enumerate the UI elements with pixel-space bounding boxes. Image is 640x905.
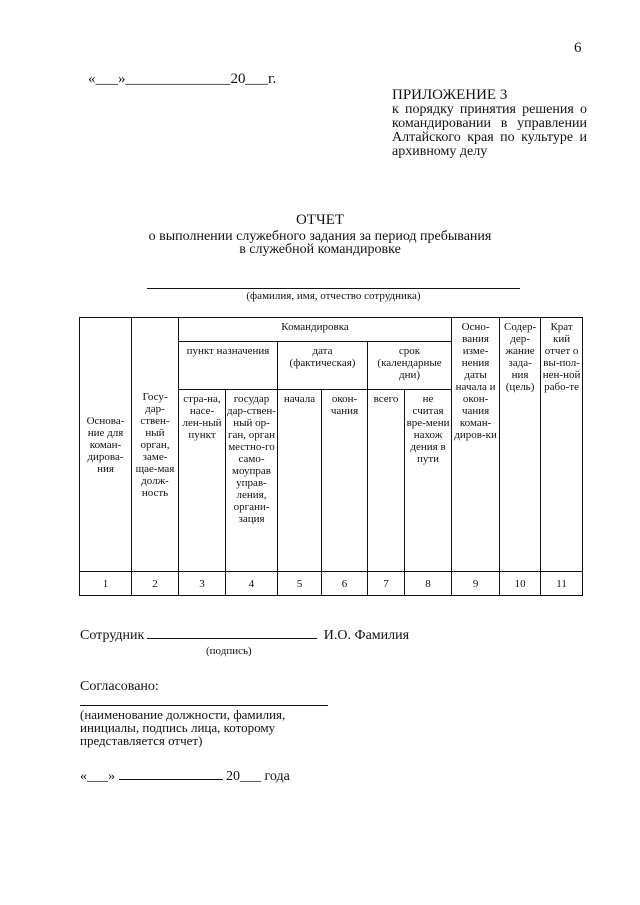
report-subtitle-line1: о выполнении служебного задания за период пребывания	[148, 229, 492, 244]
header-date-end: окон-чания	[322, 390, 368, 572]
report-title: ОТЧЕТ	[295, 212, 345, 228]
header-term-total: всего	[368, 390, 405, 572]
employee-name-caption: (фамилия, имя, отчество сотрудника)	[246, 290, 421, 302]
report-subtitle-line2: в служебной командировке	[239, 242, 401, 257]
column-number: 2	[132, 572, 179, 596]
column-number: 7	[368, 572, 405, 596]
header-date-start: начала	[278, 390, 322, 572]
header-term-excl-travel: не считая вре-мени нахож дения в пути	[405, 390, 452, 572]
column-number: 4	[226, 572, 278, 596]
appendix-block	[392, 87, 587, 159]
employee-label: Сотрудник	[80, 628, 145, 643]
header-organ: государ дар-ствен-ный ор-ган, орган местно-го само-моуправ управ-ления, органи-зация	[226, 390, 278, 572]
appendix-text: к порядку принятия решения о командировании в управлении Алтайского края по культуре и архивному делу	[392, 102, 587, 159]
column-number: 1	[80, 572, 132, 596]
agreed-caption: (наименование должности, фамилия, инициалы, подпись лица, которому представляется отчет)	[80, 707, 286, 748]
date-line: «___»______________20___г.	[88, 71, 277, 87]
bottom-date-month-line	[119, 767, 223, 780]
header-term: срок (календарные дни)	[368, 342, 452, 390]
agreed-line	[80, 705, 328, 706]
signature-caption: (подпись)	[206, 645, 252, 657]
employee-name: И.О. Фамилия	[323, 628, 410, 643]
bottom-date-day: «___»	[80, 769, 115, 784]
header-task: Содер-дер-жание зада-ния (цель)	[500, 318, 541, 572]
header-country: стра-на, насе-лен-ный пункт	[179, 390, 226, 572]
employee-name-line	[147, 288, 520, 289]
bottom-date-year: 20___ года	[226, 769, 290, 784]
column-number: 9	[452, 572, 500, 596]
header-position: Госу-дар-ствен-ный орган, заме-щае-мая долж-ность	[132, 318, 179, 572]
header-destination: пункт назначения	[179, 342, 278, 390]
column-number-row	[80, 572, 583, 596]
signature-row	[80, 626, 409, 644]
column-number: 11	[541, 572, 583, 596]
column-number: 10	[500, 572, 541, 596]
column-number: 3	[179, 572, 226, 596]
appendix-title: ПРИЛОЖЕНИЕ 3	[392, 87, 508, 103]
header-change-reason: Осно-вания изме-нения даты начала и окон-чания коман-диров-ки	[452, 318, 500, 572]
header-basis: Основа-ние для коман-дирова-ния	[80, 318, 132, 572]
column-number: 6	[322, 572, 368, 596]
column-number: 5	[278, 572, 322, 596]
signature-line	[147, 626, 317, 639]
page-number: 6	[574, 40, 582, 56]
header-summary: Крат кий отчет о вы-пол-нен-ной рабо-те	[541, 318, 583, 572]
bottom-date	[80, 767, 290, 785]
report-table	[79, 317, 583, 596]
column-number: 8	[405, 572, 452, 596]
agreed-label: Согласовано:	[80, 679, 159, 694]
header-trip: Командировка	[179, 318, 452, 342]
header-date: дата (фактическая)	[278, 342, 368, 390]
